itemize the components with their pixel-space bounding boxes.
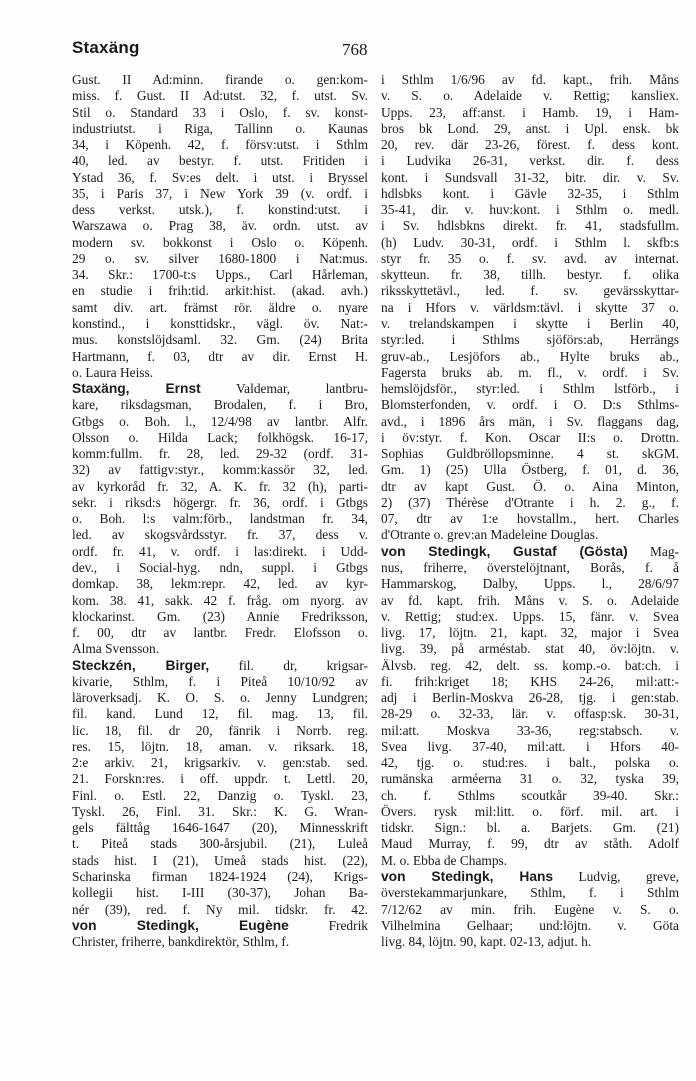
text-line: von Stedingk, Hans Ludvig, greve, — [381, 869, 679, 885]
text-line: ordf. fr. 41, v. ordf. i las:direkt. i Udd- — [72, 543, 368, 559]
text-line: gels fälttåg 1646-1647 (20), Minnesskrift — [72, 820, 368, 836]
text-line: Steckzén, Birger, fil. dr, krigsar- — [72, 657, 368, 673]
text-line: 07, dtr av 1:e hovstallm., hert. Charles — [381, 511, 679, 527]
text-line: modern sv. bokkonst i Oslo o. Köpenh. — [72, 234, 368, 250]
text-line: avd., i 1896 års män, i Sv. flaggans dag, — [381, 413, 679, 429]
text-line: 32) av fattigv:styr., komm:kassör 32, led. — [72, 462, 368, 478]
text-line: kont. i Sundsvall 31-32, bitr. dir. v. Sv. — [381, 169, 679, 185]
text-line: Finl. o. Estl. 22, Danzig o. Tyskl. 23, — [72, 787, 368, 803]
text-line: i Sthlm 1/6/96 av fd. kapt., frih. Måns — [381, 72, 679, 87]
text-line: gruv-ab., Lesjöfors ab., Hylte bruks ab., — [381, 348, 679, 364]
entry-heading: Steckzén, Birger, — [72, 657, 210, 673]
text-line: dtr av kapt Gust. Ö. o. Aina Minton, — [381, 478, 679, 494]
text-line: o. Boh. l:s valm:förb., landstman fr. 34, — [72, 511, 368, 527]
text-line: 42, tjg. o. stud:res. i balt., polska o. — [381, 755, 679, 771]
text-line: M. o. Ebba de Champs. — [381, 852, 508, 868]
text-line: Upps. 23, aff:anst. i Hamb. 19, i Ham- — [381, 104, 679, 120]
text-line: Hammarskog, Dalby, Upps. l., 28/6/97 — [381, 576, 679, 592]
text-line: na i Hfors v. världsm:tävl. i skytte 37 o. — [381, 299, 679, 315]
text-line: livg. 84, löjtn. 90, kapt. 02-13, adjut. h. — [381, 934, 592, 950]
entry-heading: von Stedingk, Eugène — [72, 917, 289, 933]
text-line: 2:e arkiv. 21, krigsarkiv. v. gen:stab. sed. — [72, 755, 368, 771]
text-line: Sophias Guldbröllopsminne. 4 st. skGM. — [381, 446, 679, 462]
text-line: Warszawa o. Prag 38, äv. ordn. utst. av — [72, 218, 368, 234]
text-line: von Stedingk, Eugène Fredrik — [72, 917, 368, 933]
text-line: nér (39), red. f. Ny mil. tidskr. fr. 42. — [72, 901, 368, 917]
text-line: av kyrkoråd fr. 32, A. K. fr. 32 (h), parti- — [72, 478, 368, 494]
text-line: 28-29 o. 32-33, lär. v. offasp:sk. 30-31, — [381, 706, 679, 722]
running-head — [72, 38, 632, 66]
text-line: 2) (37) Thérèse d'Otrante i h. 2. g., f. — [381, 494, 679, 510]
text-line: v. Rettig; stud:ex. Upps. 15, fänr. v. Svea — [381, 608, 679, 624]
entry-heading: von Stedingk, Gustaf (Gösta) — [381, 543, 628, 559]
entry-heading: von Stedingk, Hans — [381, 869, 554, 885]
text-line: rumänska arméerna 31 o. 32, tyska 39, — [381, 771, 679, 787]
text-line: 34, i Köpenh. 42, f. försv:utst. i Sthlm — [72, 137, 368, 153]
text-line: res. 15, löjtn. 18, aman. v. riksark. 18, — [72, 738, 368, 754]
text-line: Hartmann, f. 03, dtr av dir. Ernst H. — [72, 348, 368, 364]
text-line: 20, rev. där 23-26, förest. f. dess kont. — [381, 137, 679, 153]
text-line: kom. 38. 41, sakk. 42 f. fråg. om nyorg. av — [72, 592, 368, 608]
text-line: av fd. kapt. frih. Måns v. S. o. Adelaide — [381, 592, 679, 608]
text-line: led. av skogsvårdsstyr. fr. 37, dess v. — [72, 527, 368, 543]
text-line: stads hist. I (21), Umeå stads hist. (22), — [72, 852, 368, 868]
text-line: Vilhelmina Gelhaar; und:löjtn. v. Göta — [381, 917, 679, 933]
text-line: läroverksadj. K. O. S. o. Jenny Lundgren; — [72, 690, 368, 706]
text-line: Maud Murray, f. 99, dtr av ståth. Adolf — [381, 836, 679, 852]
running-head-title: Staxäng — [72, 38, 140, 57]
text-line: v. S. o. Adelaide v. Rettig; kansliex. — [381, 88, 679, 104]
text-line: kollegii hist. I-III (30-37), Johan Ba- — [72, 885, 368, 901]
text-line: nus, friherre, överstelöjtnant, Borås, f. å — [381, 559, 679, 575]
text-line: Gtbgs o. Boh. l., 12/4/98 av lantbr. Alfr. — [72, 413, 368, 429]
text-line: miss. f. Gust. II Ad:utst. 32, f. utst. Sv. — [72, 88, 368, 104]
text-line: lic. 18, fil. dr 20, fänrik i Norrb. reg. — [72, 722, 368, 738]
entry-heading: Staxäng, Ernst — [72, 381, 201, 397]
text-line: Älvsb. reg. 42, delt. ss. komp.-o. bat:ch. i — [381, 657, 679, 673]
text-line: 7/12/62 av min. frih. Eugène v. S. o. — [381, 901, 679, 917]
text-line: dess verkst. utsk.), f. konstind:utst. i — [72, 202, 368, 218]
text-line: domkap. 38, lekm:repr. 42, led. av kyr- — [72, 576, 368, 592]
text-line: kare, riksdagsman, Brodalen, f. i Bro, — [72, 397, 368, 413]
text-line: Stil o. Standard 33 i Oslo, f. sv. konst- — [72, 104, 368, 120]
text-line: livg. 39, på arméstab. stat 40, öv:löjtn. v. — [381, 641, 679, 657]
text-line: i Ludvika 26-31, verkst. dir. f. dess — [381, 153, 679, 169]
text-line: 29 o. sv. silver 1680-1800 i Nat:mus. — [72, 250, 368, 266]
text-line: fi. frih:kriget 18; KHS 24-26, mil:att:- — [381, 673, 679, 689]
text-line: Gust. II Ad:minn. firande o. gen:kom- — [72, 72, 368, 87]
text-line: o. Laura Heiss. — [72, 364, 154, 380]
text-line: Alma Svensson. — [72, 641, 160, 657]
text-line: mus. konstslöjdsaml. 32. Gm. (24) Brita — [72, 332, 368, 348]
text-line: adj i Berlin-Moskva 26-28, tjg. i gen:stab. — [381, 690, 679, 706]
text-line: 35-41, dir. v. huv:kont. i Sthlm o. medl. — [381, 202, 679, 218]
text-line: industriutst. i Riga, Tallinn o. Kaunas — [72, 120, 368, 136]
text-line: Scharinska firman 1824-1924 (24), Krigs- — [72, 869, 368, 885]
left-column — [72, 72, 368, 950]
right-column — [381, 72, 679, 950]
text-line: i Sv. hdlsbkns direkt. fr. 41, stadsfullm. — [381, 218, 679, 234]
text-line: (h) Ludv. 30-31, ordf. i Sthlm l. skfb:s — [381, 234, 679, 250]
text-line: kivarie, Sthlm, f. i Piteå 10/10/92 av — [72, 673, 368, 689]
text-line: en studie i frih:tid. arkit:hist. (akad. avh.) — [72, 283, 368, 299]
text-line: Blomsterfonden, v. ordf. i O. D:s Sthlms- — [381, 397, 679, 413]
text-line: hdlsbks kont. i Gävle 32-35, i Sthlm — [381, 185, 679, 201]
text-line: livg. 17, löjtn. 21, kapt. 32, major i Svea — [381, 625, 679, 641]
text-line: ch. f. Sthlms scoutkår 39-40. Skr.: — [381, 787, 679, 803]
text-line: fil. kand. Lund 12, fil. mag. 13, fil. — [72, 706, 368, 722]
text-line: i öv:styr. f. Kon. Oscar II:s o. Drottn. — [381, 429, 679, 445]
text-line: skytteun. fr. 38, tillh. bestyr. f. olika — [381, 267, 679, 283]
text-line: konstind., i konsttidskr., vägl. öv. Nat:- — [72, 315, 368, 331]
text-line: v. trelandskampen i skytte i Berlin 40, — [381, 315, 679, 331]
text-line: f. 00, dtr av lantbr. Fredr. Elofsson o. — [72, 625, 368, 641]
text-line: 40, led. av bestyr. f. utst. Fritiden i — [72, 153, 368, 169]
text-line: överstekammarjunkare, Sthlm, f. i Sthlm — [381, 885, 679, 901]
text-line: sekr. i riksd:s högergr. fr. 36, ordf. i Gtbgs — [72, 494, 368, 510]
text-line: Olsson o. Hilda Lack; folkhögsk. 16-17, — [72, 429, 368, 445]
text-line: Ystad 36, f. Sv:es delt. i utst. i Bryssel — [72, 169, 368, 185]
text-line: Fagersta bruks ab. m. fl., v. ordf. i Sv. — [381, 364, 679, 380]
text-line: styr:led. i Sthlms sjöförs:ab, Herrängs — [381, 332, 679, 348]
text-line: Tyskl. 26, Finl. 31. Skr.: K. G. Wran- — [72, 803, 368, 819]
text-line: Svea livg. 37-40, mil:att. i Hfors 40- — [381, 738, 679, 754]
text-line: von Stedingk, Gustaf (Gösta) Mag- — [381, 543, 680, 559]
text-line: d'Otrante o. grev:an Madeleine Douglas. — [381, 527, 599, 543]
text-line: 34. Skr.: 1700-t:s Upps., Carl Hårleman, — [72, 267, 368, 283]
text-line: bros bk Lond. 29, anst. i Upl. ensk. bk — [381, 120, 679, 136]
text-line: Christer, friherre, bankdirektör, Sthlm, f. — [72, 934, 290, 950]
text-line: riksskyttetävl., led. f. sv. gevärsskyttar- — [381, 283, 679, 299]
text-line: klockarinst. Gm. (23) Annie Fredriksson, — [72, 608, 368, 624]
text-line: hemslöjdsför., styr:led. i Sthlm lstförb., i — [381, 381, 679, 397]
text-line: Övers. rysk mil:litt. o. förf. mil. art. i — [381, 803, 679, 819]
text-line: 21. Forskn:res. i off. uppdr. t. Lettl. 20, — [72, 771, 368, 787]
text-line: dev., i Social-hyg. ndn, suppl. i Gtbgs — [72, 559, 368, 575]
text-line: samt div. art. främst rör. äldre o. nyare — [72, 299, 368, 315]
text-line: t. Piteå stads 300-årsjubil. (21), Luleå — [72, 836, 368, 852]
text-line: 35, i Paris 37, i New York 39 (v. ordf. i — [72, 185, 368, 201]
text-line: tidskr. Sign.: bl. a. Barjets. Gm. (21) — [381, 820, 679, 836]
text-line: mil:att. Moskva 33-36, reg:stabsch. v. — [381, 722, 679, 738]
text-line: Staxäng, Ernst Valdemar, lantbru- — [72, 381, 368, 397]
text-line: styr fr. 35 o. f. sv. avd. av internat. — [381, 250, 679, 266]
text-line: komm:fullm. fr. 28, led. 29-32 (ordf. 31- — [72, 446, 368, 462]
page-number: 768 — [342, 40, 368, 59]
text-line: Gm. 1) (25) Ulla Östberg, f. 01, d. 36, — [381, 462, 679, 478]
